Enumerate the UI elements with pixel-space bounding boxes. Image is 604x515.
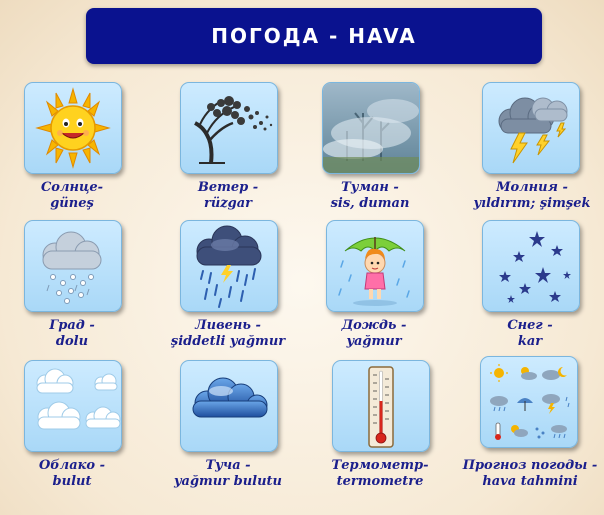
card-forecast	[480, 356, 578, 448]
card-storm-cloud	[180, 360, 278, 452]
rain-icon	[327, 221, 423, 311]
label-tr: güneş	[50, 196, 94, 211]
label-forecast	[460, 458, 600, 490]
label-tr: yıldırım; şimşek	[473, 196, 591, 211]
hail-icon	[25, 221, 121, 311]
label-snow	[480, 318, 580, 350]
label-tr: şiddetli yağmur	[170, 334, 286, 349]
card-cloud	[24, 360, 122, 452]
fog-icon	[323, 83, 419, 173]
label-ru: Дождь -	[341, 318, 407, 333]
label-hail	[22, 318, 122, 350]
page-title: ПОГОДА - HAVA	[211, 24, 417, 48]
lightning-icon	[483, 83, 579, 173]
label-tr: hava tahmini	[482, 474, 578, 489]
card-snow	[482, 220, 580, 312]
label-fog	[318, 180, 422, 212]
label-ru: Прогноз погоды -	[462, 458, 598, 473]
card-rain	[326, 220, 424, 312]
label-ru: Ливень -	[195, 318, 261, 333]
label-tr: rüzgar	[203, 196, 253, 211]
label-ru: Туча -	[205, 458, 251, 473]
card-fog	[322, 82, 420, 174]
label-ru: Молния -	[496, 180, 568, 195]
label-ru: Снег -	[507, 318, 553, 333]
label-ru: Солнце-	[40, 180, 104, 195]
label-cloud	[22, 458, 122, 490]
downpour-icon	[181, 221, 277, 311]
label-tr: yağmur bulutu	[173, 474, 283, 489]
label-tr: sis, duman	[330, 196, 410, 211]
label-ru: Ветер -	[197, 180, 259, 195]
card-wind	[180, 82, 278, 174]
label-lightning	[466, 180, 598, 212]
label-sun	[22, 180, 122, 212]
label-tr: kar	[517, 334, 543, 349]
label-storm-cloud	[162, 458, 294, 490]
label-thermometer	[322, 458, 438, 490]
label-ru: Термометр-	[331, 458, 429, 473]
card-sun	[24, 82, 122, 174]
storm-cloud-icon	[181, 361, 277, 451]
label-downpour	[162, 318, 294, 350]
title-banner	[86, 8, 542, 64]
card-lightning	[482, 82, 580, 174]
label-tr: termometre	[336, 474, 424, 489]
forecast-icon	[481, 357, 577, 447]
label-tr: yağmur	[346, 334, 402, 349]
label-wind	[176, 180, 280, 212]
sun-icon	[25, 83, 121, 173]
card-thermometer	[332, 360, 430, 452]
wind-icon	[181, 83, 277, 173]
label-tr: dolu	[55, 334, 89, 349]
label-rain	[322, 318, 426, 350]
label-ru: Град -	[49, 318, 95, 333]
label-tr: bulut	[52, 474, 92, 489]
label-ru: Туман -	[341, 180, 399, 195]
snow-icon	[483, 221, 579, 311]
thermometer-icon	[333, 361, 429, 451]
card-hail	[24, 220, 122, 312]
label-ru: Облако -	[38, 458, 106, 473]
cloud-icon	[25, 361, 121, 451]
card-downpour	[180, 220, 278, 312]
